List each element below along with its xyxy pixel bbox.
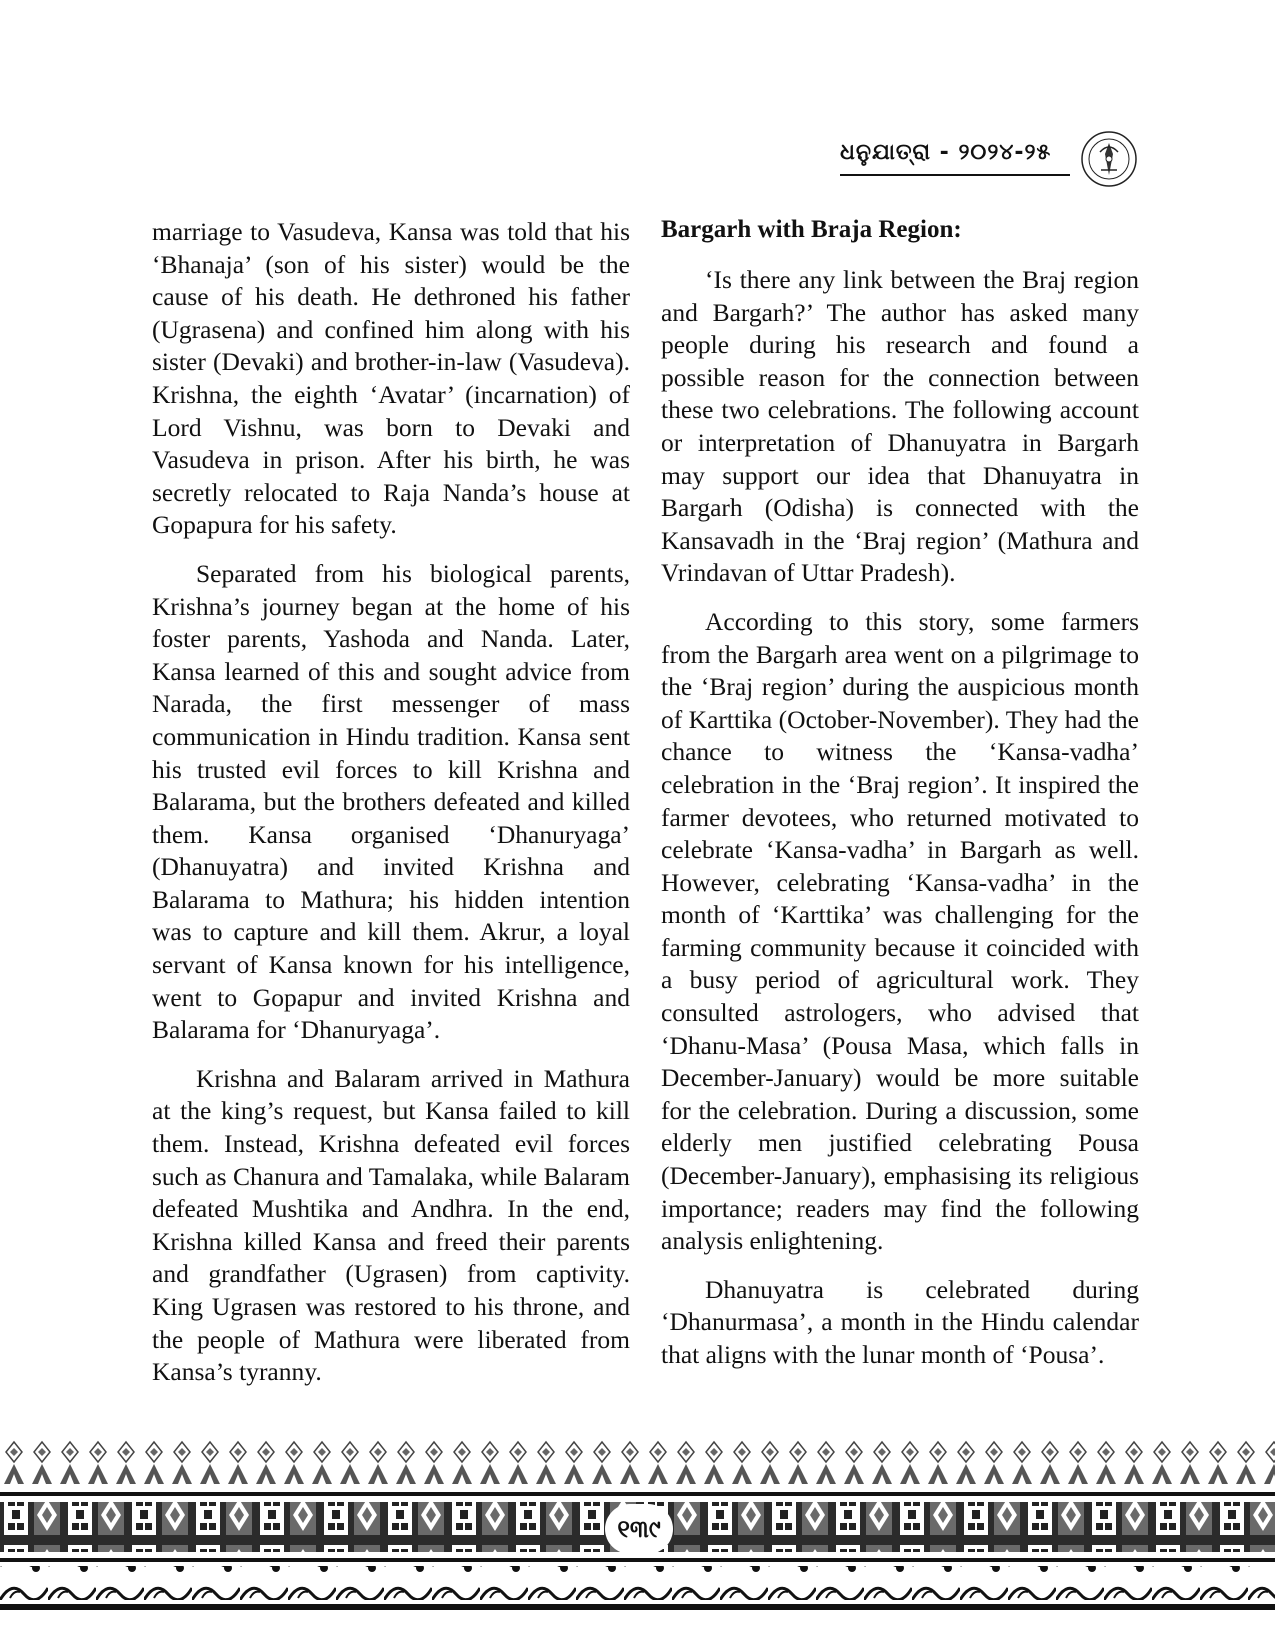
journal-title: ଧନୁଯାତ୍ରା - ୨୦୨୪-୨୫: [840, 140, 1052, 165]
page-header: [840, 130, 1140, 190]
dhanuyatra-seal-icon: [1080, 130, 1138, 188]
paragraph: Dhanuyatra is celebrated during ‘Dhanurmasa’, a month in the Hindu calendar that aligns with the lunar month of ‘Pousa’.: [661, 1274, 1139, 1369]
header-rule: [840, 174, 1070, 176]
section-heading: Bargarh with Braja Region:: [661, 216, 962, 243]
paragraph: Krishna and Balaram arrived in Mathura at the king’s request, but Kansa failed to kill them. Instead, Krishna defeated evil forces such as Chanura and Tamalaka, while Balaram defeated Mushtika and Andhra. In the end, Krishna killed Kansa and freed their parents and grandfather (Ugrasen) from captivity. King Ugrasen was restored to his throne, and the people of Mathura were liberated from Kansa’s tyranny.: [152, 1063, 630, 1387]
left-column: [152, 216, 630, 1405]
right-column: [661, 214, 1139, 1388]
footer-border: [0, 1440, 1275, 1620]
paragraph: According to this story, some farmers from the Bargarh area went on a pilgrimage to the ‘Braj region’ during the auspicious month of Karttika (October-November). They had the chance to witness the ‘Kansa-vadha’ celebration in the ‘Braj region’. It inspired the farmer devotees, who returned motivated to celebrate ‘Kansa-vadha’ in Bargarh as well. However, celebrating ‘Kansa-vadha’ in the month of ‘Karttika’ was challenging for the farming community because it coincided with a busy period of agricultural work. They consulted astrologers, who advised that ‘Dhanu-Masa’ (Pousa Masa, which falls in December-January) would be more suitable for the celebration. During a discussion, some elderly men justified celebrating Pousa (December-January), emphasising its religious importance; readers may find the following analysis enlightening.: [661, 606, 1139, 1256]
paragraph: Separated from his biological parents, Krishna’s journey began at the home of his foster parents, Yashoda and Nanda. Later, Kansa learned of this and sought advice from Narada, the first messenger of mass communication in Hindu tradition. Kansa sent his trusted evil forces to kill Krishna and Balarama, but the brothers defeated and killed them. Kansa organised ‘Dhanuryaga’ (Dhanuyatra) and invited Krishna and Balarama to Mathura; his hidden intention was to capture and kill them. Akrur, a loyal servant of Kansa known for his intelligence, went to Gopapur and invited Krishna and Balarama for ‘Dhanuryaga’.: [152, 558, 630, 1045]
page-number: ୧୩୯: [605, 1504, 673, 1554]
paragraph: ‘Is there any link between the Braj region and Bargarh?’ The author has asked many people during his research and found a possible reason for the connection between these two celebrations. The following account or interpretation of Dhanuyatra in Bargarh may support our idea that Dhanuyatra in Bargarh (Odisha) is connected with the Kansavadh in the ‘Braj region’ (Mathura and Vrindavan of Uttar Pradesh).: [661, 265, 1139, 588]
paragraph: marriage to Vasudeva, Kansa was told that his ‘Bhanaja’ (son of his sister) would be the cause of his death. He dethroned his father (Ugrasena) and confined him along with his sister (Devaki) and brother-in-law (Vasudeva). Krishna, the eighth ‘Avatar’ (incarnation) of Lord Vishnu, was born to Devaki and Vasudeva in prison. After his birth, he was secretly relocated to Raja Nanda’s house at Gopapura for his safety.: [152, 217, 630, 540]
